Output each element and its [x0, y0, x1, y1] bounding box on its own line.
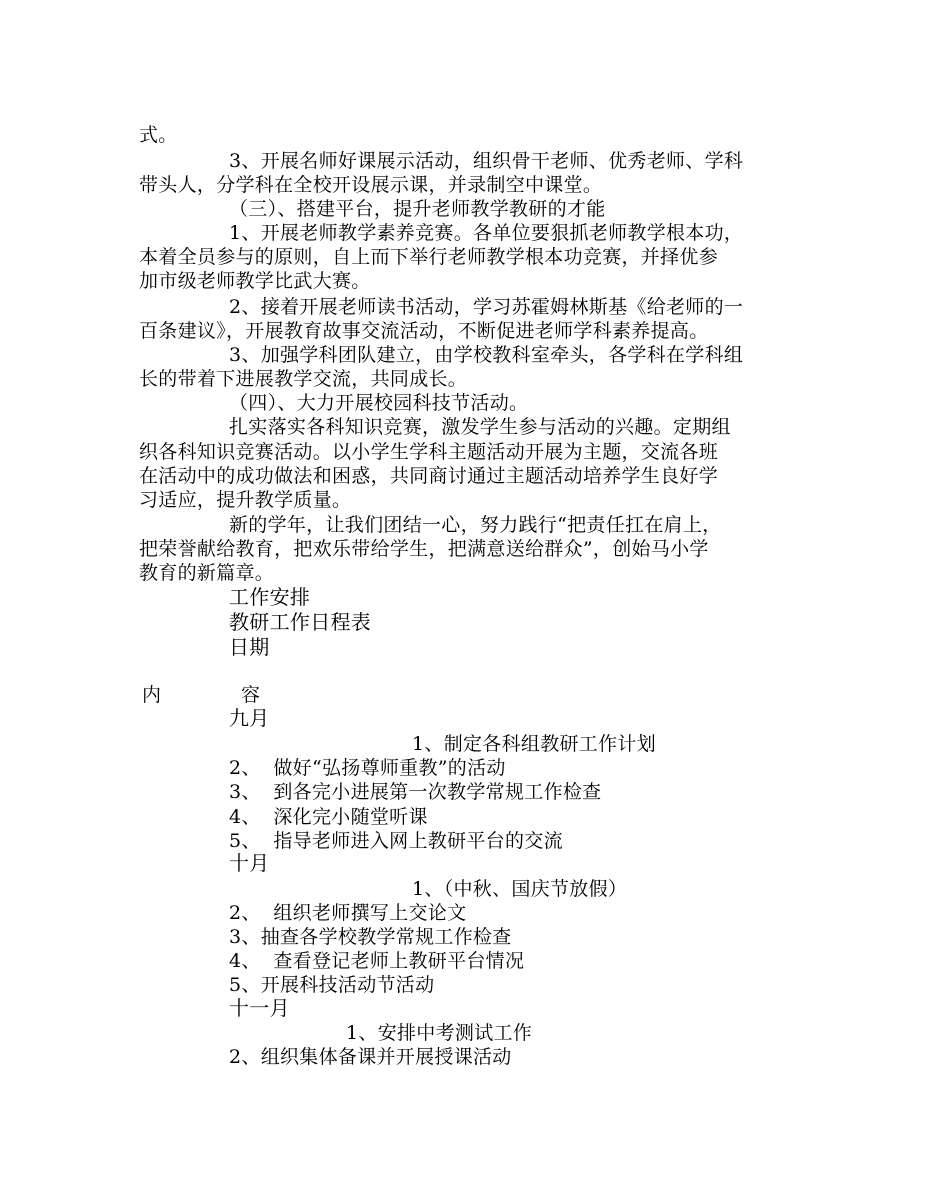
paragraph-line: 本着全员参与的原则，自上而下举行老师教学根本功竞赛，并择优参	[139, 246, 719, 268]
month-label-september: 九月	[229, 706, 270, 730]
schedule-item: 2、组织集体备课并开展授课活动	[229, 1046, 512, 1068]
section-heading: （三）、搭建平台，提升老师教学教研的才能	[229, 198, 606, 220]
paragraph-line: 扎实落实各科知识竞赛，激发学生参与活动的兴趣。定期组	[229, 416, 731, 438]
paragraph-line: 在活动中的成功做法和困惑，共同商讨通过主题活动培养学生良好学	[139, 465, 719, 487]
paragraph-line: 3、加强学科团队建立，由学校教科室牵头，各学科在学科组	[229, 344, 744, 366]
schedule-item: 2、 做好“弘扬尊师重教”的活动	[229, 757, 506, 779]
column-header-date: 日期	[229, 635, 270, 659]
section-heading: （四）、大力开展校园科技节活动。	[229, 392, 529, 414]
schedule-item: 1、（中秋、国庆节放假）	[412, 878, 628, 900]
schedule-item: 4、 查看登记老师上教研平台情况	[229, 950, 525, 972]
paragraph-line: 加市级老师教学比武大赛。	[139, 270, 371, 292]
paragraph-line: 长的带着下进展教学交流，共同成长。	[139, 368, 468, 390]
schedule-item: 5、开展科技活动节活动	[229, 974, 435, 996]
month-label-october: 十月	[229, 851, 270, 875]
schedule-item: 3、抽查各学校教学常规工作检查	[229, 926, 512, 948]
paragraph-line: 习适应，提升教学质量。	[139, 489, 352, 511]
paragraph-line: 2、接着开展老师读书活动，学习苏霍姆林斯基《给老师的一	[229, 296, 744, 318]
schedule-item: 4、 深化完小随堂听课	[229, 806, 428, 828]
schedule-title: 教研工作日程表	[229, 610, 372, 634]
paragraph-line: 带头人，分学科在全校开设展示课，并录制空中课堂。	[139, 174, 603, 196]
paragraph-line: 1、开展老师教学素养竞赛。各单位要狠抓老师教学根本功，	[229, 222, 744, 244]
schedule-item: 3、 到各完小进展第一次教学常规工作检查	[229, 781, 602, 803]
column-header-content-right: 容	[241, 684, 261, 706]
paragraph-line: 新的学年，让我们团结一心，努力践行“把责任扛在肩上，	[229, 514, 722, 536]
column-header-content-left: 内	[142, 684, 162, 706]
schedule-item: 1、安排中考测试工作	[346, 1022, 533, 1044]
schedule-item: 1、制定各科组教研工作计划	[412, 733, 656, 755]
paragraph-line: 教育的新篇章。	[139, 562, 275, 584]
month-label-november: 十一月	[229, 996, 290, 1020]
paragraph-line: 式。	[139, 124, 178, 146]
work-arrangement-label: 工作安排	[229, 585, 311, 609]
paragraph-line: 把荣誉献给教育，把欢乐带给学生，把满意送给群众”，创始马小学	[139, 538, 709, 560]
schedule-item: 5、 指导老师进入网上教研平台的交流	[229, 830, 563, 852]
schedule-item: 2、 组织老师撰写上交论文	[229, 902, 467, 924]
paragraph-line: 3、开展名师好课展示活动，组织骨干老师、优秀老师、学科	[229, 150, 744, 172]
paragraph-line: 百条建议》，开展教育故事交流活动，不断促进老师学科素养提高。	[139, 320, 709, 342]
paragraph-line: 织各科知识竞赛活动。以小学生学科主题活动开展为主题，交流各班	[139, 441, 719, 463]
